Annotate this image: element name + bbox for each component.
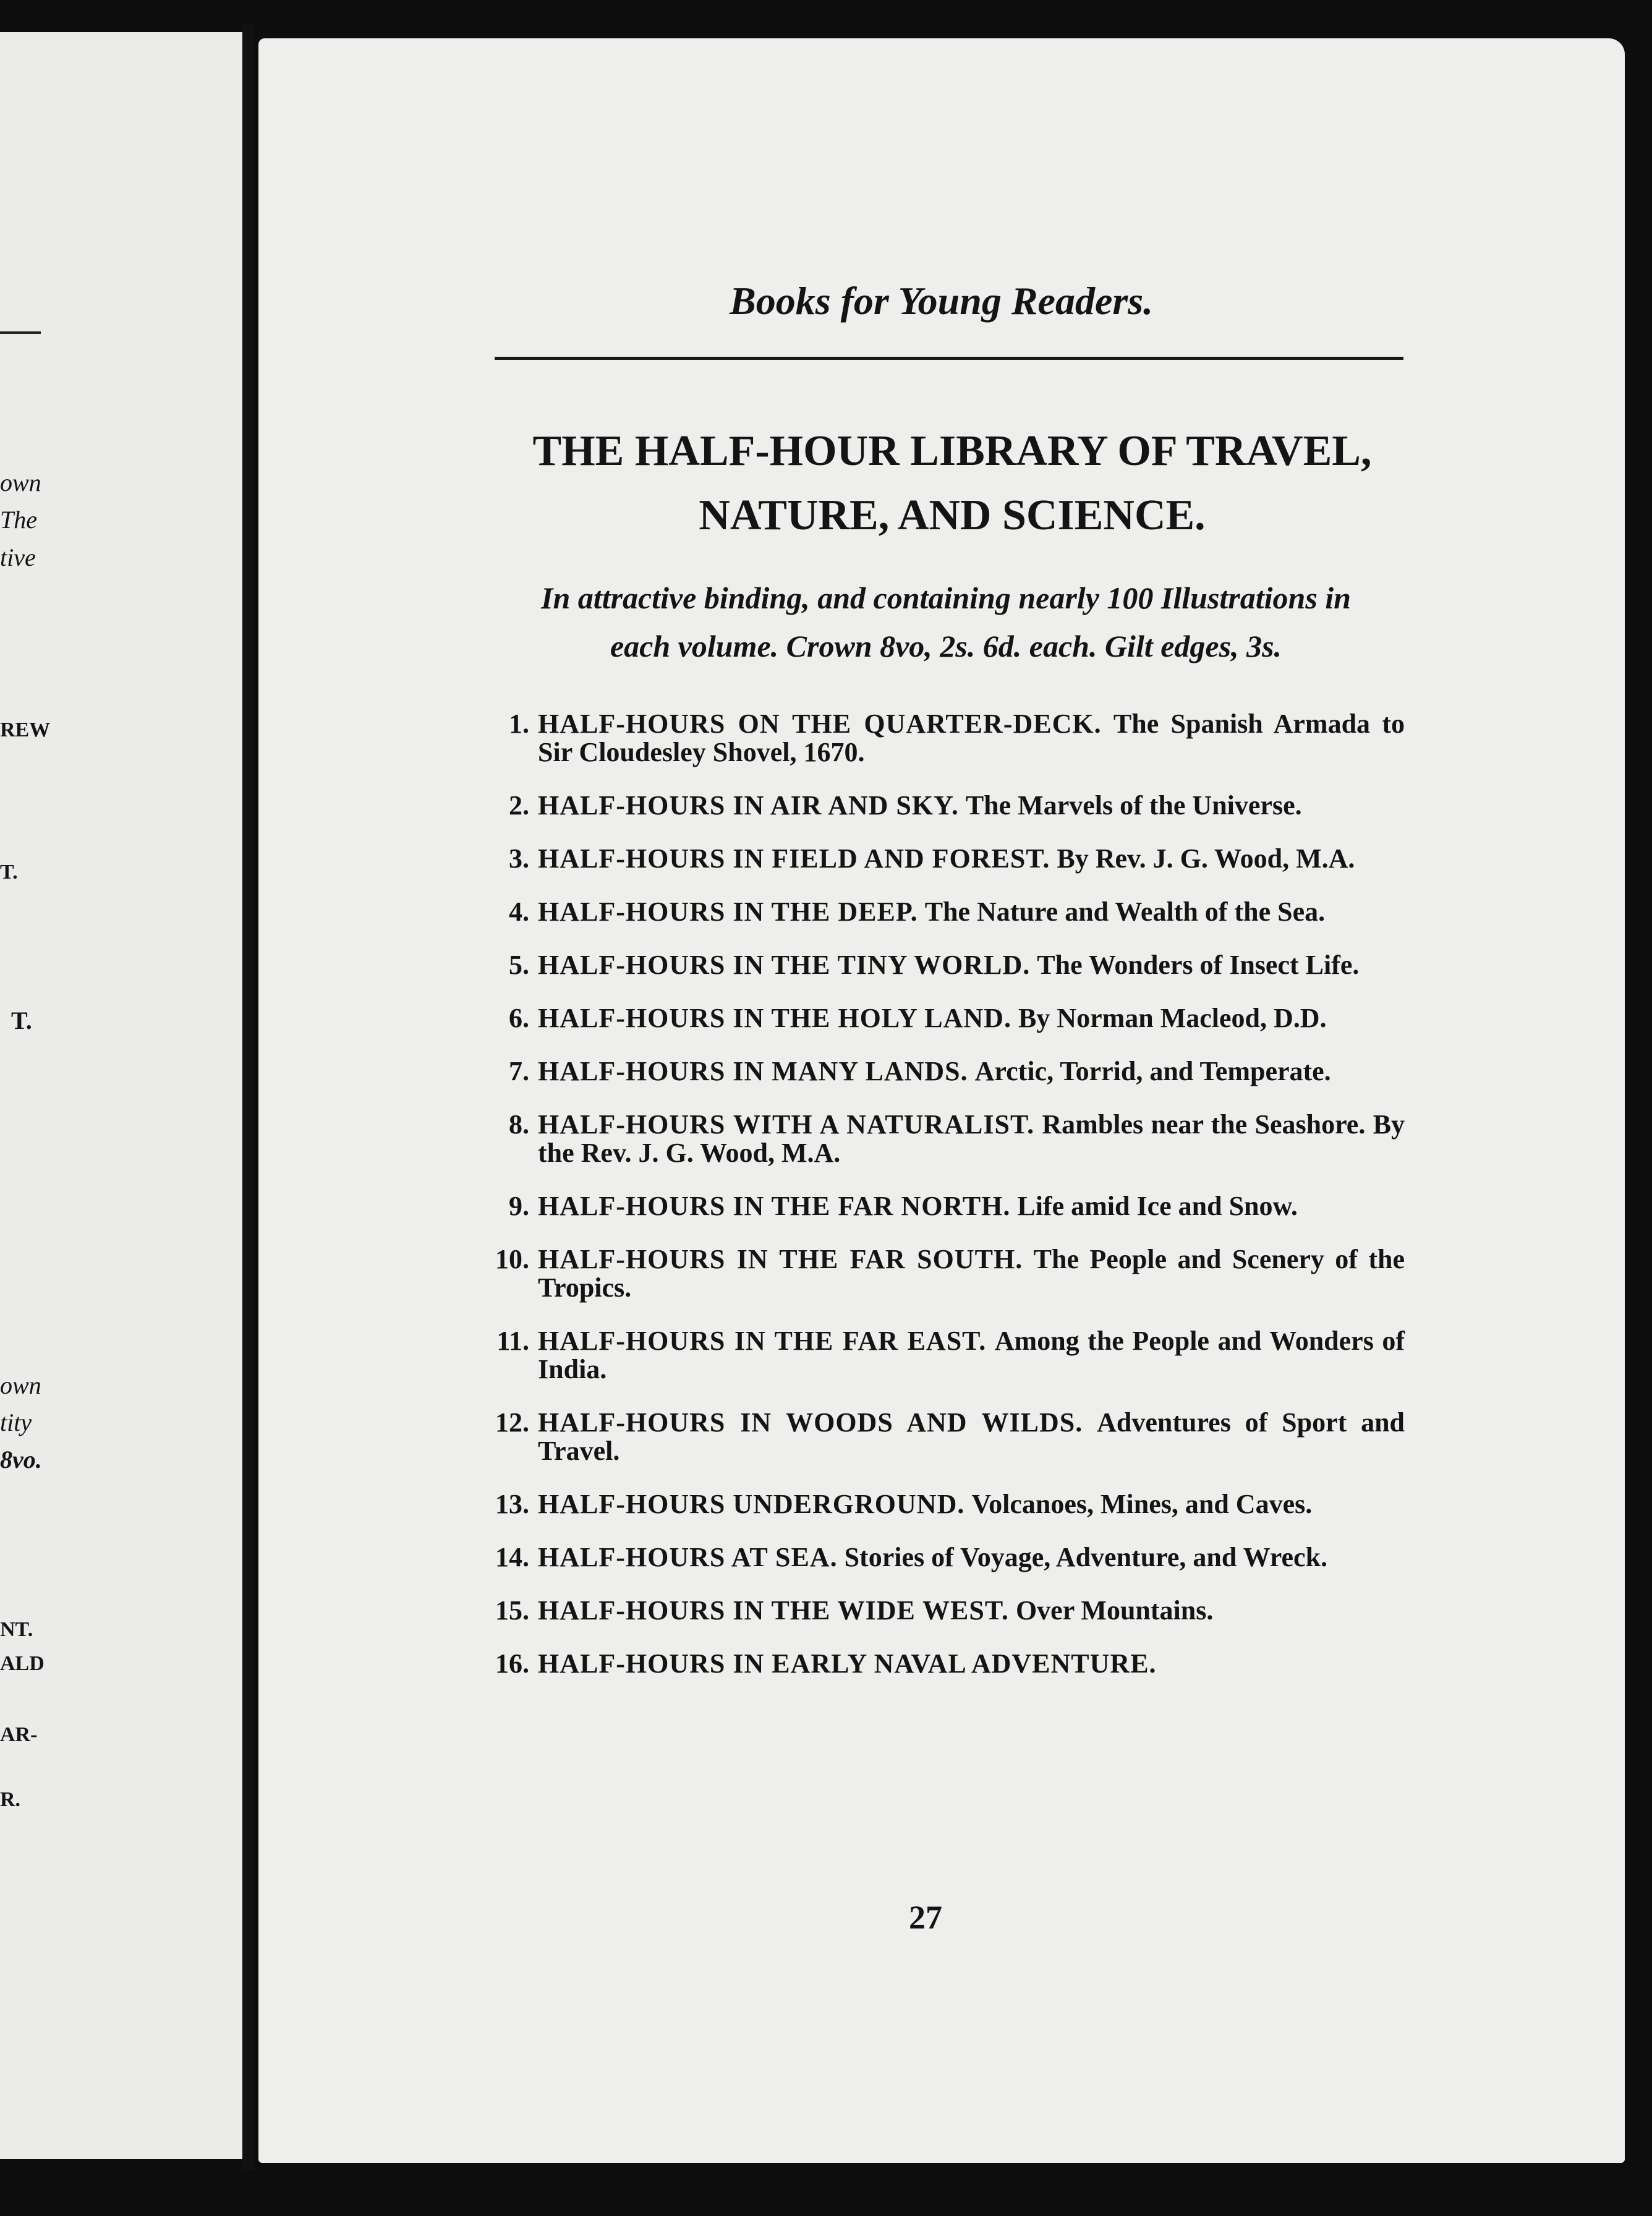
item-title: HALF-HOURS IN THE TINY WORLD. <box>538 950 1031 980</box>
page-number: 27 <box>909 1899 942 1936</box>
item-number: 1. <box>509 709 529 739</box>
book-list <box>470 710 1405 1678</box>
item-title: HALF-HOURS IN EARLY NAVAL ADVENTURE. <box>538 1648 1157 1679</box>
item-number: 5. <box>509 950 529 980</box>
list-item <box>470 1110 1405 1167</box>
item-title: HALF-HOURS AT SEA. <box>538 1542 838 1572</box>
left-fragment: tity <box>0 1408 32 1436</box>
running-head: Books for Young Readers. <box>730 279 1154 323</box>
left-fragment: R. <box>0 1788 21 1811</box>
left-page <box>0 32 247 2159</box>
left-fragment: NT. <box>0 1618 33 1641</box>
left-fragment: T. <box>11 1007 32 1034</box>
book-gutter <box>242 25 255 2170</box>
left-fragment: T. <box>0 861 18 884</box>
list-item <box>470 1650 1405 1678</box>
item-number: 2. <box>509 790 529 820</box>
list-item <box>470 1490 1405 1519</box>
list-item <box>470 1327 1405 1384</box>
list-item <box>470 1192 1405 1221</box>
item-description: Life amid Ice and Snow. <box>1017 1191 1298 1221</box>
item-title: HALF-HOURS IN THE WIDE WEST. <box>538 1595 1009 1626</box>
left-fragment: own <box>0 469 41 496</box>
running-head-rule <box>495 357 1403 360</box>
item-title: HALF-HOURS IN MANY LANDS. <box>538 1056 968 1086</box>
left-fragment: tive <box>0 543 36 571</box>
left-page-rule <box>0 331 41 334</box>
item-number: 13. <box>495 1489 529 1519</box>
item-title: HALF-HOURS ON THE QUARTER-DECK. <box>538 709 1102 739</box>
item-title: HALF-HOURS IN THE FAR EAST. <box>538 1326 987 1356</box>
item-title: HALF-HOURS IN WOODS AND WILDS. <box>538 1407 1083 1438</box>
left-fragment: AR- <box>0 1723 38 1746</box>
left-fragment: REW <box>0 718 51 741</box>
list-item <box>470 1408 1405 1465</box>
list-item <box>470 845 1405 873</box>
item-number: 9. <box>509 1191 529 1221</box>
list-item <box>470 791 1405 820</box>
left-fragment: ALD <box>0 1652 45 1675</box>
list-item <box>470 1004 1405 1033</box>
list-item <box>470 1596 1405 1625</box>
item-description: Stories of Voyage, Adventure, and Wreck. <box>844 1542 1328 1572</box>
item-number: 8. <box>509 1109 529 1140</box>
item-description: By Rev. J. G. Wood, M.A. <box>1057 843 1355 874</box>
item-description: By Norman Macleod, D.D. <box>1018 1003 1327 1033</box>
item-description: Arctic, Torrid, and Temperate. <box>974 1056 1331 1086</box>
subtitle-line-2: each volume. Crown 8vo, 2s. 6d. each. Gilt edges, 3s. <box>610 629 1282 663</box>
item-description: Volcanoes, Mines, and Caves. <box>971 1489 1313 1519</box>
item-title: HALF-HOURS UNDERGROUND. <box>538 1489 965 1519</box>
subtitle-line-1: In attractive binding, and containing nearly 100 Illustrations in <box>540 581 1351 615</box>
item-number: 4. <box>509 897 529 927</box>
item-title: HALF-HOURS WITH A NATURALIST. <box>538 1109 1035 1140</box>
item-number: 15. <box>495 1595 529 1626</box>
item-number: 6. <box>509 1003 529 1033</box>
list-item <box>470 1245 1405 1302</box>
item-number: 16. <box>495 1648 529 1679</box>
list-item <box>470 710 1405 767</box>
list-item <box>470 951 1405 979</box>
item-description: Rambles near the Seashore. By the Rev. J. G. Wood, M.A. <box>538 1109 1405 1168</box>
left-fragment: 8vo. <box>0 1446 42 1473</box>
item-number: 12. <box>495 1407 529 1438</box>
item-description: Over Mountains. <box>1015 1595 1214 1626</box>
item-title: HALF-HOURS IN THE HOLY LAND. <box>538 1003 1011 1033</box>
item-description: The Nature and Wealth of the Sea. <box>924 897 1326 927</box>
left-fragment: own <box>0 1371 41 1399</box>
title-line-2: NATURE, AND SCIENCE. <box>699 492 1206 539</box>
list-item <box>470 898 1405 926</box>
item-description: Adventures of Sport and Travel. <box>538 1407 1405 1466</box>
page-title <box>507 419 1397 548</box>
item-title: HALF-HOURS IN THE FAR SOUTH. <box>538 1244 1023 1274</box>
item-number: 11. <box>496 1326 529 1356</box>
item-description: The Spanish Armada to Sir Cloudesley Shovel, 1670. <box>538 709 1405 767</box>
item-title: HALF-HOURS IN FIELD AND FOREST. <box>538 843 1050 874</box>
item-number: 3. <box>509 843 529 874</box>
item-number: 10. <box>495 1244 529 1274</box>
item-title: HALF-HOURS IN THE FAR NORTH. <box>538 1191 1011 1221</box>
item-title: HALF-HOURS IN AIR AND SKY. <box>538 790 959 820</box>
item-title: HALF-HOURS IN THE DEEP. <box>538 897 918 927</box>
item-description: The People and Scenery of the Tropics. <box>538 1244 1405 1303</box>
item-number: 7. <box>509 1056 529 1086</box>
list-item <box>470 1057 1405 1086</box>
item-description: The Marvels of the Universe. <box>965 790 1302 820</box>
subtitle <box>488 574 1403 670</box>
item-description: The Wonders of Insect Life. <box>1037 950 1360 980</box>
list-item <box>470 1543 1405 1572</box>
left-fragment: The <box>0 506 37 534</box>
title-line-1: THE HALF-HOUR LIBRARY OF TRAVEL, <box>532 427 1372 475</box>
item-number: 14. <box>495 1542 529 1572</box>
item-description: Among the People and Wonders of India. <box>538 1326 1405 1384</box>
